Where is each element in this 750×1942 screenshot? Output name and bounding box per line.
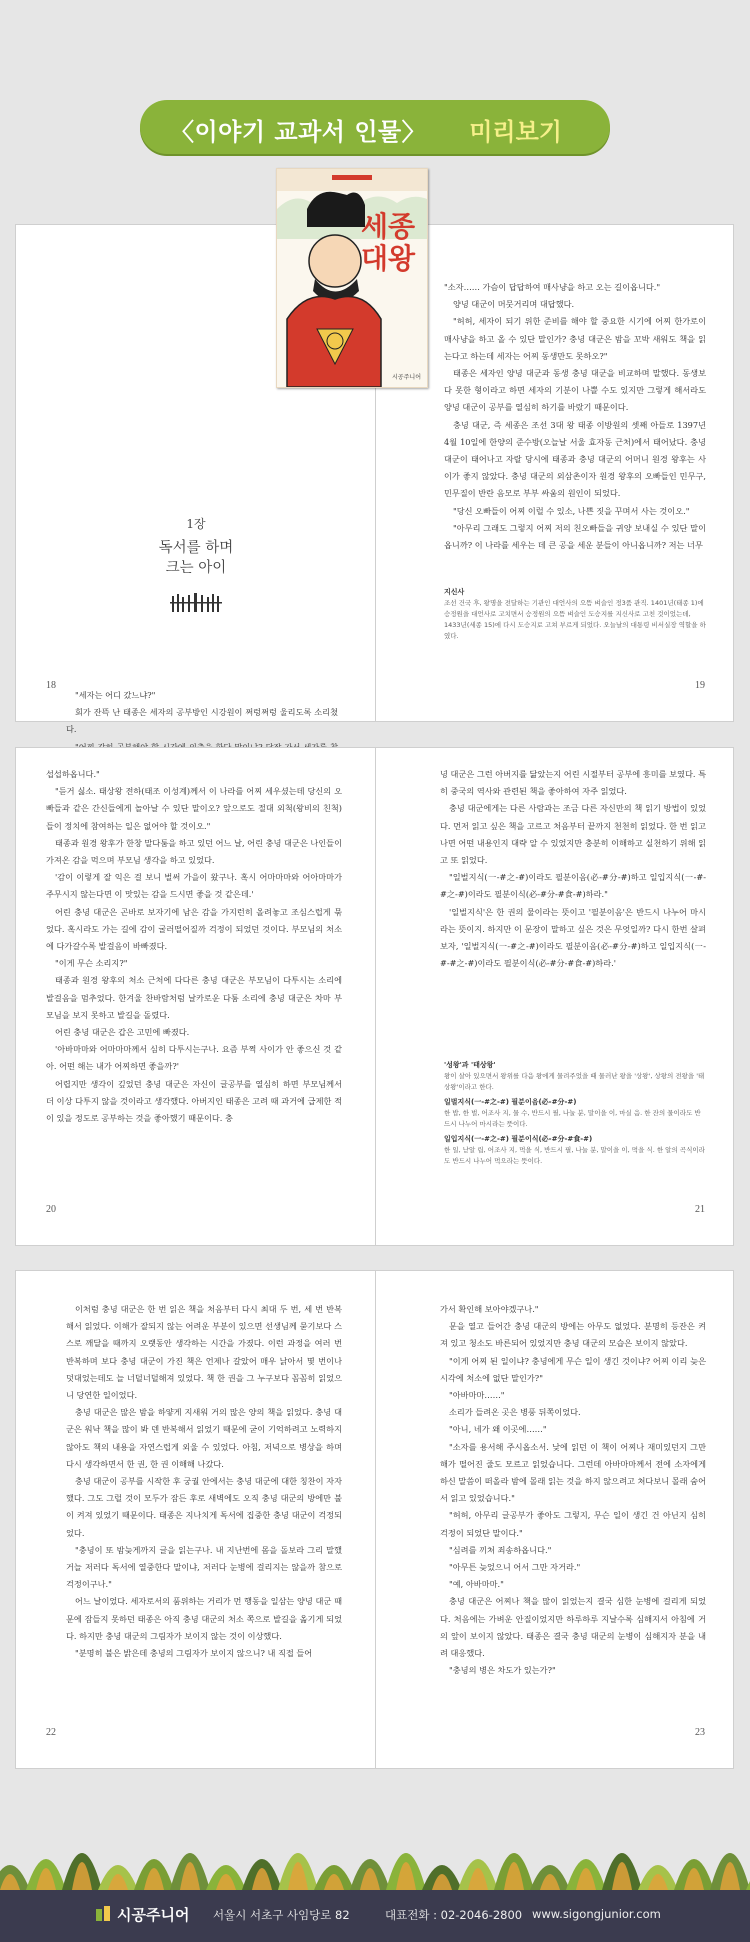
paragraph: 충녕 대군, 즉 세종은 조선 3대 왕 태종 이방원의 셋째 아들로 1397년 4월 10일에 한양의 준수방(오늘날 서울 효자동 근처)에서 태어났다. 충녕 대군이 태어나고 자랄 당시에 태종과 충녕 대군의 어머니 원경 왕후는 사이가 좋지 않았다. 충녕 대군의 외삼촌이자 원경 왕후의 오빠들인 민무구, 민무질이 반란 음모로 부부 싸움의 원인이 되었다. bbox=[444, 419, 706, 499]
page-20 bbox=[16, 748, 375, 1245]
paragraph: 어린 충녕 대군은 갑은 고민에 빠졌다. bbox=[55, 1027, 190, 1038]
page-number: 23 bbox=[695, 1727, 705, 1738]
footnote-title: 지신사 bbox=[444, 588, 465, 596]
page-21 bbox=[376, 748, 735, 1245]
paragraph: 어느 날이었다. 세자로서의 품위하는 거리가 먼 행동을 일삼는 양녕 대군 때문에 잠들지 못하던 태종은 아직 충녕 대군의 처소 쪽으로 발길을 옮기게 되었다. 하지만 충녕 대군의 그림자가 보이지 않는 것이 이상했다. bbox=[66, 1596, 342, 1641]
banner-title: 〈이야기 교과서 인물〉 bbox=[170, 118, 427, 146]
chapter-heading bbox=[126, 515, 266, 618]
paragraph: 소리가 들려온 곳은 병풍 뒤쪽이었다. bbox=[449, 1407, 581, 1418]
paragraph: "허허, 아무리 글공부가 좋아도 그렇지, 무슨 일이 생긴 건 아닌지 심히 걱정이 되었단 말이다." bbox=[440, 1510, 706, 1538]
paragraph: "심려를 끼쳐 죄송하옵니다." bbox=[449, 1544, 552, 1555]
paragraph: 섭섭하옵니다." bbox=[46, 769, 100, 779]
page-21-body bbox=[440, 766, 706, 972]
paragraph: 어린 충녕 대군은 곤바로 보자기에 남은 감을 가지런히 올려놓고 조심스럽게 묶었다. 혹시라도 가는 길에 감이 굴러떨어질까 걱정이 되었던 것이다. 부모님의 처소에 다가갈수록 발걸음이 바빠졌다. bbox=[46, 906, 342, 952]
paragraph: "아무튼 늦었으니 어서 그만 자거라." bbox=[449, 1562, 581, 1573]
paragraph: "분명히 불은 밝은데 충녕의 그림자가 보이지 않으니? 내 직접 들어 bbox=[75, 1648, 313, 1659]
footnote-title: 일입지식(一-#之-#) 필분이식(必-#分-#食-#) bbox=[444, 1135, 593, 1143]
paragraph: "아무리 그래도 그렇지 어찌 저의 친오빠들을 귀양 보내실 수 있단 말이옵니까? 이 나라를 세우는 데 큰 공을 세운 분들이 아니옵니까? 저는 너무 bbox=[444, 522, 706, 551]
paragraph: "허허, 세자이 되기 위한 준비를 해야 할 중요한 시기에 어찌 한가로이 매사냥을 하고 올 수 있단 말인가? 충녕 대군은 밤을 꼬박 새워도 책을 읽는다고 하는데 세자는 어찌 동생만도 못하오?" bbox=[444, 316, 706, 361]
banner-subtitle: 미리보기 bbox=[469, 118, 562, 146]
footer-phone: 대표전화 : 02-2046-2800 bbox=[385, 1908, 523, 1922]
paragraph: "듣거 싫소. 태상왕 전하(태조 이성계)께서 이 나라를 어찌 세우셨는데 당신의 오빠들과 같은 간신들에게 놀아날 수 있단 말이오? 앞으로도 절대 외척(왕비의 친척)들이 정치에 참여하는 일은 없어야 할 것이오." bbox=[46, 786, 342, 831]
paragraph: 양녕 대군이 머뭇거리며 대답했다. bbox=[453, 299, 575, 310]
page-number: 21 bbox=[695, 1204, 705, 1215]
decorative-hills-icon bbox=[0, 1815, 750, 1890]
spread-pages-20-21 bbox=[15, 747, 734, 1246]
chapter-title-line-2: 크는 아이 bbox=[165, 560, 227, 576]
footnotes bbox=[444, 1060, 706, 1171]
paragraph: 이처럼 충녕 대군은 한 번 읽은 책을 처음부터 다시 최대 두 번, 세 번 반복해서 읽었다. 이해가 잘되지 않는 어려운 부분이 있으면 선생님께 묻기보다 스스로 깨달을 때까지 오랫동안 생각하는 시간을 가졌다. 이런 과정을 여러 번 반복하며 보다 충녕 대군이 가진 책은 언제나 갈았어 매우 낡아서 몇 번이나 덧대었는데도 늘 너덜너덜해져 있었다. 책 한 권을 그 누구보다 꼼꼼히 읽었으니 당연한 일이었다. bbox=[66, 1304, 342, 1401]
paragraph: 충녕 대군이 공부를 시작한 후 궁궐 안에서는 충녕 대군에 대한 칭찬이 자자했다. 그도 그럴 것이 모두가 잠든 후로 새벽에도 오직 충녕 대군의 방에만 불이 켜져 있었기 때문이다. 태종은 지나치게 독서에 집중한 충녕 대군이 걱정되었다. bbox=[66, 1476, 342, 1538]
footer-website-link[interactable]: www.sigongjunior.com bbox=[532, 1907, 661, 1921]
paragraph: 태종과 원경 왕후가 한창 말다툼을 하고 있던 어느 날, 어린 충녕 대군은 나인들이 가져온 감을 먹으며 부모님 생각을 하고 있었다. bbox=[46, 837, 342, 866]
paragraph: "소자를 용서해 주시옵소서. 낮에 읽던 이 책이 어찌나 재미있던지 그만 해가 떨어진 줄도 모르고 읽었습니다. 그런데 아바마마께서 전에 소자에게 하신 말씀이 떠올라 밤에 몰래 읽는 것을 하지 않으려고 쳐다보니 몰래 숨어서 읽고 있었습니다." bbox=[440, 1441, 706, 1504]
footnote-title: 일벌지식(一-#之-#) 필분이음(必-#分-#) bbox=[444, 1098, 577, 1106]
page-20-body bbox=[46, 766, 342, 1127]
book-title-line-1: 세종 bbox=[360, 210, 416, 243]
paragraph: 태종은 세자인 양녕 대군과 동생 충녕 대군을 비교하며 말했다. 동생보다 못한 형이라고 하면 세자의 기분이 나쁠 수도 있지만 그렇게 해서라도 양녕 대군이 공부를 열심히 하기를 바랐기 때문이다. bbox=[444, 368, 706, 413]
page-22 bbox=[16, 1271, 375, 1768]
chapter-title-line-1: 독서를 하며 bbox=[158, 540, 234, 556]
chapter-ornament-icon bbox=[166, 592, 226, 614]
book-title bbox=[355, 211, 421, 275]
paragraph: "일벌지식(一-#之-#)이라도 필분이음(必-#分-#)하고 일입지식(一-#-#之-#)이라도 필분이식(必-#分-#食-#)하라." bbox=[440, 872, 706, 900]
page-19 bbox=[376, 225, 735, 721]
spread-pages-22-23 bbox=[15, 1270, 734, 1769]
paragraph: "세자는 어디 갔느냐?" bbox=[75, 690, 156, 700]
paragraph: 어렵지만 생각이 깊었던 충녕 대군은 자신이 글공부를 열심히 하면 부모님께서 더 이상 다투지 않을 것이라고 생각했다. 아버지인 태종은 고려 때 과거에 급제한 적이 있을 정도로 공부하는 것을 좋아했기 때문이다. 충 bbox=[46, 1078, 342, 1124]
paragraph: "아니, 네가 왜 이곳에……" bbox=[449, 1424, 547, 1435]
book-title-line-2: 대왕 bbox=[360, 242, 416, 275]
preview-banner bbox=[140, 100, 610, 154]
paragraph: "이게 무슨 소리지?" bbox=[55, 958, 128, 969]
footer bbox=[0, 1890, 750, 1942]
paragraph: "당신 오빠들이 어찌 이럴 수 있소, 나쁜 짓을 꾸며서 사는 것이오." bbox=[453, 505, 690, 516]
page-23 bbox=[376, 1271, 735, 1768]
paragraph: 충녕 대군에게는 다른 사람과는 조금 다른 자신만의 책 읽기 방법이 있었다. 먼저 읽고 싶은 책을 고르고 처음부터 끝까지 천천히 읽었다. 한 번 읽고 나면 어떤 내용인지 대략 알 수 있었지만 충분히 이해하고 실천하기 위해 읽고 또 읽었다. bbox=[440, 803, 706, 866]
footnote-text: 조선 건국 후, 왕명을 전달하는 기관인 대언사의 으뜸 벼슬인 정3품 관직. 1401년(태종 1)에 승정원을 대언사로 고치면서 승정원의 으뜸 벼슬인 도승지를 지신사로 고친 것이었는데, 1433년(세종 15)에 다시 도승지로 고쳐 부르게 되었다. 오늘날의 대통령 비서실장 역할을 하였다. bbox=[444, 599, 706, 640]
footnote-text: 한 일, 낟알 립, 어조사 지, 먹을 식, 반드시 필, 나눌 분, 말이을 이, 먹을 식. 한 알의 곡식이라도 반드시 나누어 먹으라는 뜻이다. bbox=[444, 1146, 705, 1165]
page-22-body bbox=[66, 1301, 342, 1662]
logo-text: 시공주니어 bbox=[117, 1906, 190, 1924]
paragraph: "소자…… 가슴이 답답하여 매사냥을 하고 오는 길이옵니다." bbox=[444, 282, 661, 292]
footnote-text: 한 밥, 한 벌, 어조사 지, 물 수, 반드시 필, 나눌 분, 말이을 이, 마실 음. 한 잔의 물이라도 반드시 나누어 마시라는 뜻이다. bbox=[444, 1109, 701, 1128]
paragraph: '일벌지식'은 한 권의 물이라는 뜻이고 '필분이음'은 반드시 나누어 마시라는 뜻이지. 하지만 이 문장이 말하고 싶은 것은 무엇일까? 다시 한번 살펴보자, '일벌지식(一-#之-#)이라도 필분이음(必-#分-#)하고 일입지식(一-#-#之-#)이라도 필분이식(必-#分-#食-#)하라.' bbox=[440, 906, 706, 969]
chapter-number: 1장 bbox=[186, 517, 206, 531]
paragraph: 녕 대군은 그런 아버지를 닮았는지 어린 시절부터 공부에 흥미를 보였다. 특히 중국의 역사와 관련된 책을 좋아하여 자주 읽었다. bbox=[440, 769, 706, 797]
paragraph: 가서 확인해 보아야겠구나." bbox=[440, 1304, 539, 1314]
paragraph: '아바마마와 어마마마께서 심히 다투시는구나. 요즘 부쩍 사이가 안 좋으신 것 같아. 어떤 해는 내가 어찌하면 좋을까?' bbox=[46, 1044, 342, 1072]
paragraph: "아바마마……" bbox=[449, 1390, 505, 1401]
page-number: 22 bbox=[46, 1727, 56, 1738]
footnote-title: '성왕'과 '태상왕' bbox=[444, 1061, 496, 1069]
paragraph: "이게 어찌 된 일이냐? 충녕에게 무슨 일이 생긴 것이냐? 어찌 이리 늦은 시각에 처소에 없단 말인가?" bbox=[440, 1355, 706, 1383]
footer-address: 서울시 서초구 사임당로 82 bbox=[213, 1908, 350, 1922]
paragraph: 충녕 대군은 많은 밤을 하얗게 지새워 거의 많은 양의 책을 읽었다. 충녕 대군은 워낙 책을 많이 봐 덴 반복해서 읽었기 때문에 굳이 기억하려고 노력하지 않아도 책의 내용을 자연스럽게 외울 수 있었다. 아침, 저녁으로 병상을 하며 다시 생각하면서 한 권, 한 권 이해해 나갔다. bbox=[66, 1407, 342, 1469]
footnote bbox=[444, 587, 706, 646]
page-19-body bbox=[444, 279, 706, 554]
book-publisher: 시공주니어 bbox=[392, 374, 421, 381]
paragraph: "충녕의 병은 차도가 있는가?" bbox=[449, 1665, 556, 1676]
paragraph: 충녕 대군은 어찌나 책을 많이 읽었는지 결국 심한 눈병에 걸리게 되었다. 처음에는 가벼운 안질이었지만 하루하루 지날수록 심해지서 아침에 거의 앞이 보이지 않았다. 태종은 결국 충녕 대군의 눈병이 심해지자 분을 내려 대응했다. bbox=[440, 1596, 706, 1659]
page-number: 18 bbox=[46, 680, 56, 691]
logo-mark-icon bbox=[95, 1905, 113, 1923]
paragraph: "예, 아바마마." bbox=[449, 1579, 504, 1590]
publisher-logo[interactable] bbox=[95, 1904, 189, 1925]
paragraph: 회가 잔뜩 난 태종은 세자의 공부방인 시강원이 쩌렁쩌렁 울리도록 소리쳤다. bbox=[66, 707, 338, 735]
page-number: 19 bbox=[695, 680, 705, 691]
paragraph: 문을 열고 들어간 충녕 대군의 방에는 아무도 없었다. 분명히 등잔은 켜져 있고 청소도 바른되어 있었지만 충녕 대군의 모습은 보이지 않았다. bbox=[440, 1321, 706, 1349]
paragraph: "충녕이 또 밤늦게까지 글을 읽는구나. 내 지난번에 몸을 돌보라 그리 말했거늘 저러다 독서에 열중한다 말이냐, 저러다 눈병에 걸리지는 않을까 참으로 걱정이구나." bbox=[66, 1544, 342, 1590]
footnote-text: 왕이 살아 있으면서 왕위를 다음 왕에게 물려주었을 때 물러난 왕을 '상왕', 상왕의 전왕을 '태상왕'이라고 한다. bbox=[444, 1072, 705, 1091]
paragraph: '감이 이렇게 잘 익은 걸 보니 벌써 가을이 왔구나. 혹시 어마마마와 어아마마가 주무시지 않는다면 이 맛있는 감을 드시면 좋을 것 같은데.' bbox=[46, 872, 342, 900]
book-cover-illustration-icon bbox=[277, 169, 427, 387]
page-number: 20 bbox=[46, 1204, 56, 1215]
chapter-title bbox=[126, 538, 266, 578]
paragraph: 태종과 원경 왕후의 처소 근처에 다다른 충녕 대군은 부모님이 다투시는 소리에 발걸음을 멈추었다. 한겨울 찬바람처럼 날카로운 다툼 소리에 충녕 대군은 차마 부모님을 보지 못하고 발길을 돌렸다. bbox=[46, 975, 342, 1020]
book-cover bbox=[276, 168, 428, 388]
page-23-body bbox=[440, 1301, 706, 1679]
